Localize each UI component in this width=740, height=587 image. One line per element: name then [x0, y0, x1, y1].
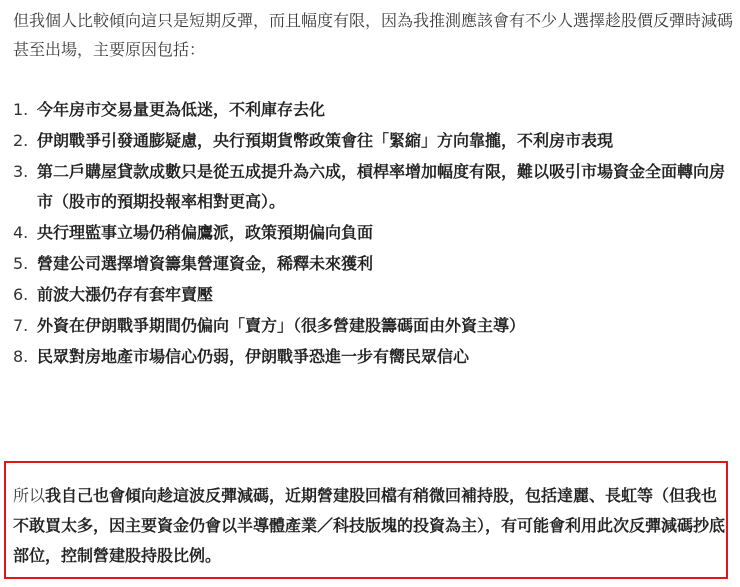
list-item-number: 8. [13, 347, 29, 366]
list-item-number: 7. [13, 316, 29, 335]
list-item [13, 311, 735, 341]
list-item-text: 第二戶購屋貸款成數只是從五成提升為六成，槓桿率增加幅度有限，難以吸引市場資金全面轉向房市（股市的預期投報率相對更高）。 [37, 162, 726, 211]
reasons-list [13, 95, 735, 373]
list-item [13, 218, 735, 248]
list-item-text: 前波大漲仍存有套牢賣壓 [37, 285, 214, 304]
conclusion-lead: 所以 [13, 486, 46, 505]
list-item-text: 伊朗戰爭引發通膨疑慮，央行預期貨幣政策會往「緊縮」方向靠攏，不利房市表現 [37, 131, 614, 150]
list-item-number: 2. [13, 131, 29, 150]
conclusion-body: 我自己也會傾向趁這波反彈減碼，近期營建股回檔有稍微回補持股，包括達麗、長虹等（但我也不敢買太多，因主要資金仍會以半導體產業／科技版塊的投資為主），有可能會利用此次反彈減碼抄底部位，控制營建股持股比例。 [13, 486, 726, 565]
list-item-number: 1. [13, 100, 29, 119]
list-item-number: 5. [13, 254, 29, 273]
list-item [13, 95, 735, 125]
list-item [13, 342, 735, 372]
list-item-number: 3. [13, 162, 29, 181]
list-item [13, 280, 735, 310]
list-item-text: 外資在伊朗戰爭期間仍偏向「賣方」（很多營建股籌碼面由外資主導） [37, 316, 526, 335]
list-item [13, 249, 735, 279]
list-item-text: 央行理監事立場仍稍偏鷹派，政策預期偏向負面 [37, 223, 374, 242]
list-item-text: 今年房市交易量更為低迷，不利庫存去化 [37, 100, 326, 119]
list-item [13, 157, 735, 217]
list-item-text: 民眾對房地產市場信心仍弱，伊朗戰爭恐進一步有嚮民眾信心 [37, 347, 470, 366]
list-item-text: 營建公司選擇增資籌集營運資金，稀釋未來獲利 [37, 254, 374, 273]
intro-paragraph: 但我個人比較傾向這只是短期反彈，而且幅度有限，因為我推測應該會有不少人選擇趁股價反彈時減碼甚至出場，主要原因包括： [13, 11, 734, 59]
list-item [13, 126, 735, 156]
conclusion-paragraph [13, 481, 725, 571]
list-item-number: 6. [13, 285, 29, 304]
list-item-number: 4. [13, 223, 29, 242]
